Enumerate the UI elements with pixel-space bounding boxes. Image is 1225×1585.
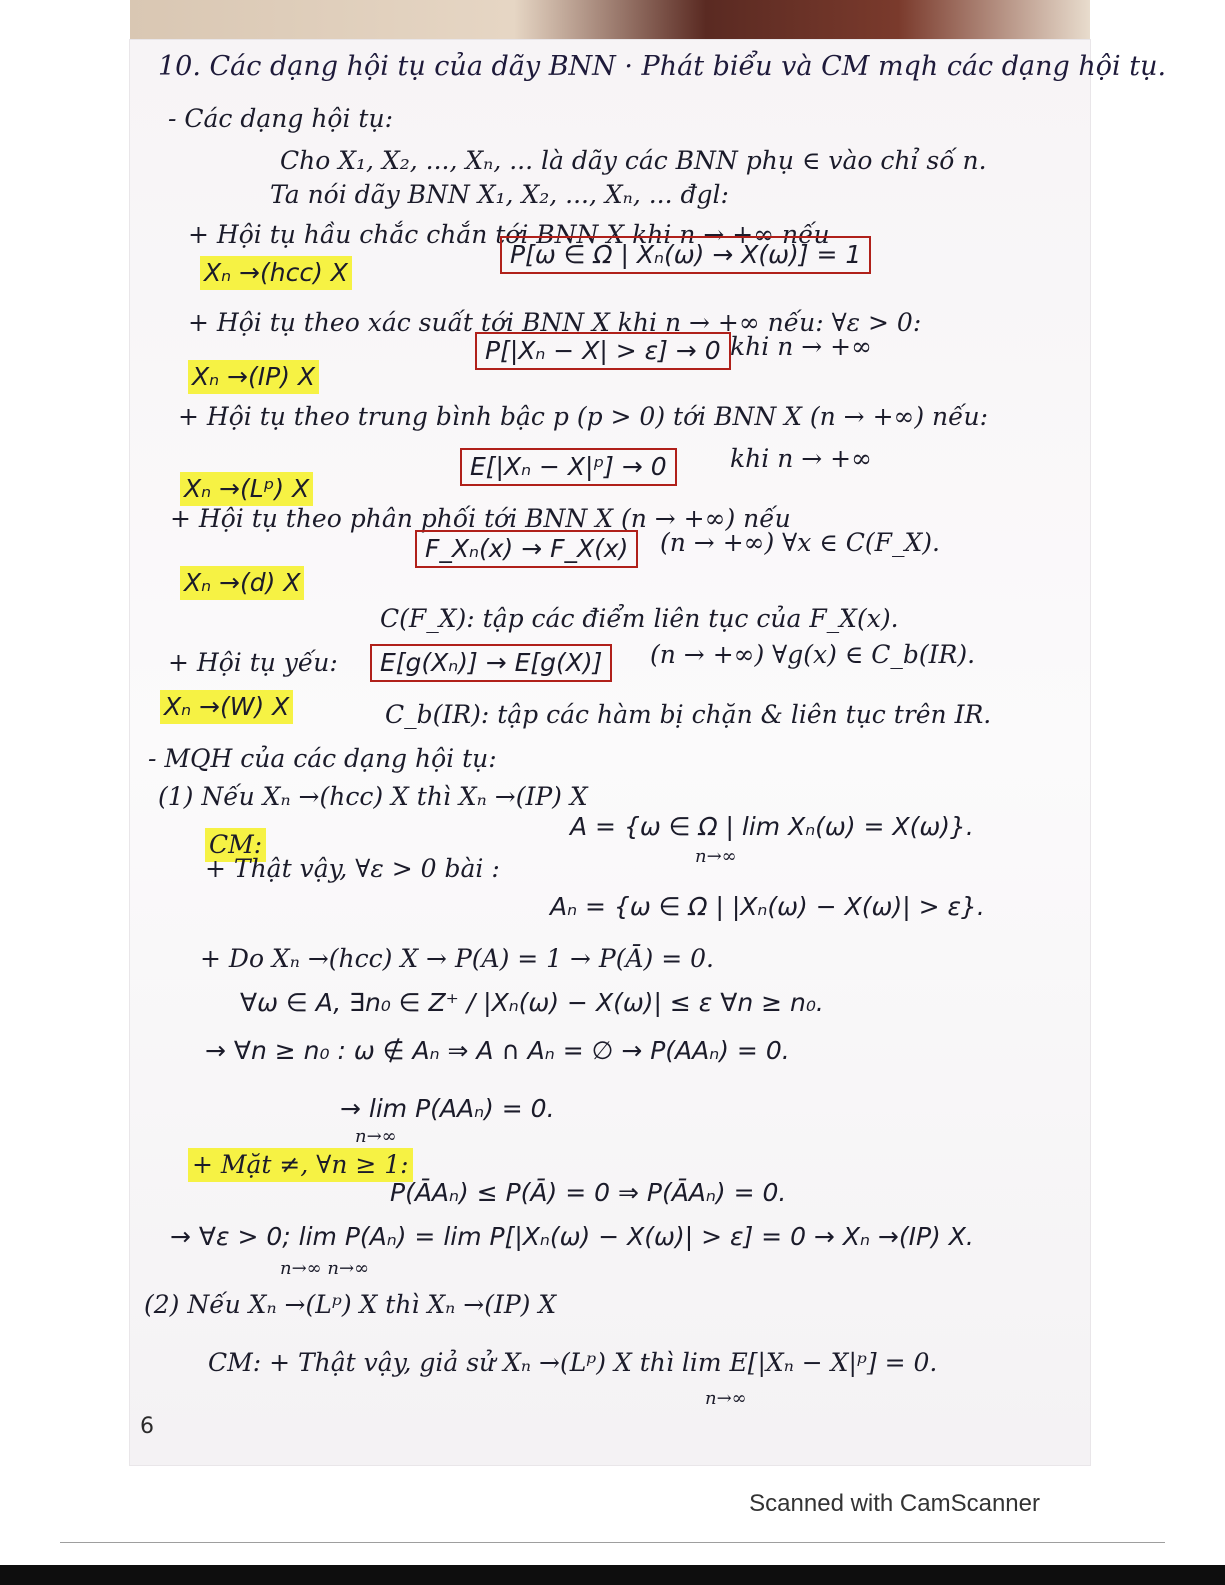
proof-step: → lim P(AAₙ) = 0. [340,1094,555,1123]
boxed-formula: E[g(Xₙ)] → E[g(X)] [370,644,612,682]
bottom-bar [0,1565,1225,1585]
boxed-formula: F_Xₙ(x) → F_X(x) [415,530,638,568]
limit-subscript: n→∞ [355,1126,397,1147]
text-line: khi n → +∞ [730,332,872,361]
set-definition-an: Aₙ = {ω ∈ Ω | |Xₙ(ω) − X(ω)| > ε}. [550,892,985,921]
statement-1: (1) Nếu Xₙ →(hcc) X thì Xₙ →(IP) X [158,782,588,811]
proof-step: P(ĀAₙ) ≤ P(Ā) = 0 ⇒ P(ĀAₙ) = 0. [390,1178,787,1207]
proof-step: CM: + Thật vậy, giả sử Xₙ →(Lᵖ) X thì lim E[|Xₙ − X|ᵖ] = 0. [208,1348,938,1377]
statement-2: (2) Nếu Xₙ →(Lᵖ) X thì Xₙ →(IP) X [144,1290,557,1319]
handwritten-notebook-page [130,40,1167,1465]
notation-d: Xₙ →(d) X [180,566,304,600]
text-line: Ta nói dãy BNN X₁, X₂, ..., Xₙ, ... đgl: [270,180,729,209]
text-line: (n → +∞) ∀g(x) ∈ C_b(IR). [650,640,976,669]
proof-step: ∀ω ∈ A, ∃n₀ ∈ Z⁺ / |Xₙ(ω) − X(ω)| ≤ ε ∀n ≥ n₀. [240,988,824,1017]
text-line: C(F_X): tập các điểm liên tục của F_X(x). [380,604,899,633]
set-definition-a: A = {ω ∈ Ω | lim Xₙ(ω) = X(ω)}. [570,812,974,841]
subheading-relations: - MQH của các dạng hội tụ: [148,744,497,773]
proof-label: CM: [205,828,266,862]
proof-step: + Do Xₙ →(hcc) X → P(A) = 1 → P(Ā) = 0. [200,944,715,973]
notation-hcc: Xₙ →(hcc) X [200,256,352,290]
scanner-watermark: Scanned with CamScanner [749,1490,1040,1517]
proof-step: + Mặt ≠, ∀n ≥ 1: [188,1148,413,1182]
notation-ip: Xₙ →(IP) X [188,360,319,394]
text-line-probability: + Hội tụ theo xác suất tới BNN X khi n → +∞ nếu: ∀ε > 0: [188,308,922,337]
text-line-mean: + Hội tụ theo trung bình bậc p (p > 0) tới BNN X (n → +∞) nếu: [178,402,989,431]
text-line: khi n → +∞ [730,444,872,473]
text-line: C_b(IR): tập các hàm bị chặn & liên tục trên IR. [385,700,992,729]
boxed-formula: P[|Xₙ − X| > ε] → 0 [475,332,731,370]
subheading-convergence-types: - Các dạng hội tụ: [168,104,393,133]
notation-w: Xₙ →(W) X [160,690,293,724]
text-line-distribution: + Hội tụ theo phân phối tới BNN X (n → +∞) nếu [170,504,791,533]
formula-row [180,472,1140,506]
text-line-weak: + Hội tụ yếu: [168,648,338,677]
text-line: + Thật vậy, ∀ε > 0 bài : [205,854,500,883]
boxed-formula: P[ω ∈ Ω | Xₙ(ω) → X(ω)] = 1 [500,236,871,274]
limit-subscript: n→∞ [695,846,737,867]
section-heading: 10. Các dạng hội tụ của dãy BNN · Phát biểu và CM mqh các dạng hội tụ. [158,51,1167,82]
limit-subscript: n→∞ n→∞ [280,1258,370,1279]
text-line: (n → +∞) ∀x ∈ C(F_X). [660,528,940,557]
text-line-almost-sure: + Hội tụ hầu chắc chắn tới BNN X khi n → +∞ nếu [188,220,830,249]
proof-conclusion: → ∀ε > 0; lim P(Aₙ) = lim P[|Xₙ(ω) − X(ω)| > ε] = 0 → Xₙ →(IP) X. [170,1222,974,1251]
text-line: Cho X₁, X₂, ..., Xₙ, ... là dãy các BNN phụ ∈ vào chỉ số n. [280,146,987,175]
page-number: 6 [140,1414,154,1439]
formula-row [180,566,1140,600]
limit-subscript: n→∞ [705,1388,747,1409]
proof-step: → ∀n ≥ n₀ : ω ∉ Aₙ ⇒ A ∩ Aₙ = ∅ → P(AAₙ) = 0. [205,1036,790,1065]
boxed-formula: E[|Xₙ − X|ᵖ] → 0 [460,448,677,486]
notation-lp: Xₙ →(Lᵖ) X [180,472,313,506]
footer-divider [60,1542,1165,1543]
